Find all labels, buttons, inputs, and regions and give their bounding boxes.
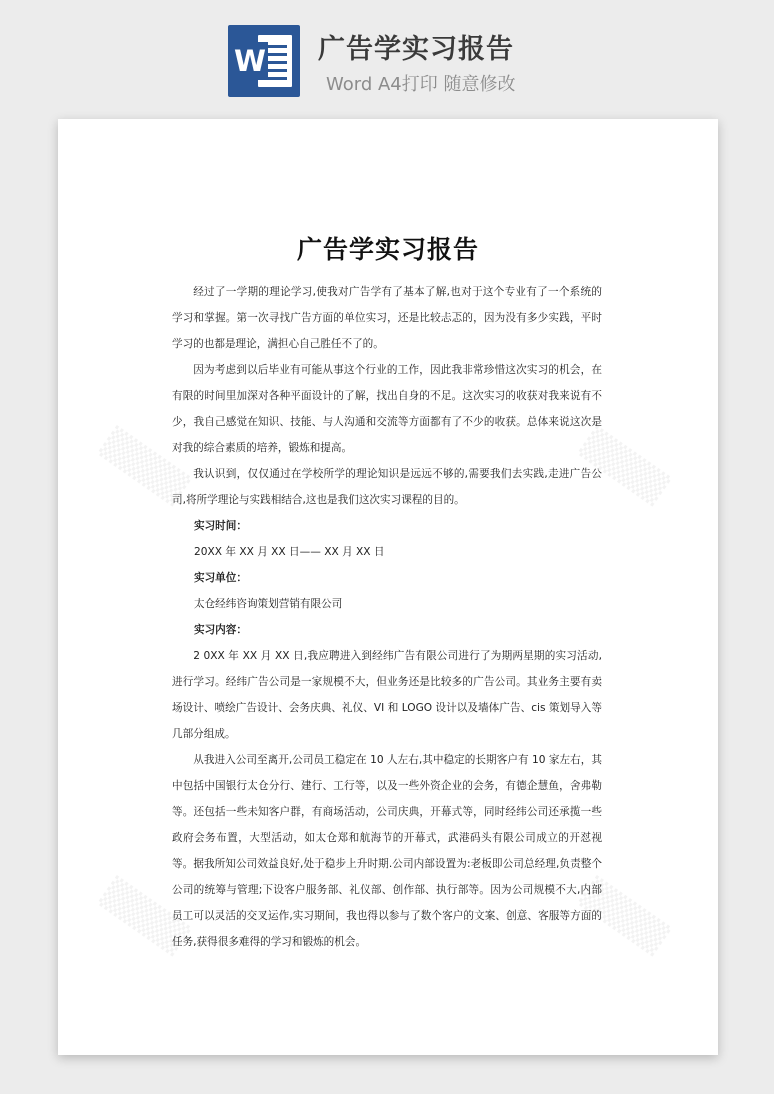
document-page — [58, 119, 718, 1055]
watermark-decoration: ▒▒▒▒ — [576, 875, 672, 958]
header-title: 广告学实习报告 — [318, 34, 514, 65]
watermark-decoration: ▒▒▒▒ — [96, 425, 192, 508]
header-banner — [0, 0, 774, 118]
paragraph: 经过了一学期的理论学习,使我对广告学有了基本了解,也对于这个专业有了一个系统的学习和掌握。第一次寻找广告方面的单位实习，还是比较忐忑的，因为没有多少实践，平时学习的也都是理论，满担心自己胜任不了的。 — [172, 286, 602, 350]
word-letter: W — [234, 44, 266, 78]
paragraph: 从我进入公司至离开,公司员工稳定在 10 人左右,其中稳定的长期客户有 10 家左右，其中包括中国银行太仓分行、建行、工行等，以及一些外资企业的会务，有德企慧鱼，舍弗勒等。还包括一些未知客户群，有商场活动，公司庆典，开幕式等，同时经纬公司还承揽一些政府会务布置，大型活动，如太仓郑和航海节的开幕式，武港码头有限公司成立的开怼视等。据我所知公司效益良好,处于稳步上升时期.公司内部设置为:老板即公司总经理,负责整个公司的统筹与管理;下设客户服务部、礼仪部、创作部、执行部等。因为公司规模不大,内部员工可以灵活的交叉运作,实习期间，我也得以参与了数个客户的文案、创意、客服等方面的任务,获得很多难得的学习和锻炼的机会。 — [172, 754, 602, 948]
internship-time-label: 实习时间： — [194, 520, 247, 532]
internship-time-value: 20XX 年 XX 月 XX 日—— XX 月 XX 日 — [194, 546, 385, 558]
internship-unit-value: 太仓经纬咨询策划营销有限公司 — [194, 598, 343, 610]
header-subtitle: Word A4打印 随意修改 — [326, 74, 516, 95]
internship-unit-label: 实习单位： — [194, 572, 247, 584]
document-title: 广告学实习报告 — [296, 235, 479, 264]
watermark-decoration: ▒▒▒▒ — [96, 875, 192, 958]
paragraph: 因为考虑到以后毕业有可能从事这个行业的工作，因此我非常珍惜这次实习的机会，在有限的时间里加深对各种平面设计的了解，找出自身的不足。这次实习的收获对我来说有不少，我自己感觉在知识、技能、与人沟通和交流等方面都有了不少的收获。总体来说这次是对我的综合素质的培养，锻炼和提高。 — [172, 364, 602, 454]
paragraph: 我认识到，仅仅通过在学校所学的理论知识是远远不够的,需要我们去实践,走进广告公司,将所学理论与实践相结合,这也是我们这次实习课程的目的。 — [172, 468, 602, 506]
document-body — [172, 279, 602, 955]
paragraph: 2 0XX 年 XX 月 XX 日,我应聘进入到经纬广告有限公司进行了为期两星期的实习活动,进行学习。经纬广告公司是一家规模不大，但业务还是比较多的广告公司。其业务主要有卖场设计、喷绘广告设计、会务庆典、礼仪、VI 和 LOGO 设计以及墙体广告、cis 策划导入等几部分组成。 — [172, 650, 602, 740]
internship-content-label: 实习内容： — [194, 624, 247, 636]
watermark-decoration: ▒▒▒▒ — [576, 425, 672, 508]
word-document-icon — [228, 25, 300, 97]
